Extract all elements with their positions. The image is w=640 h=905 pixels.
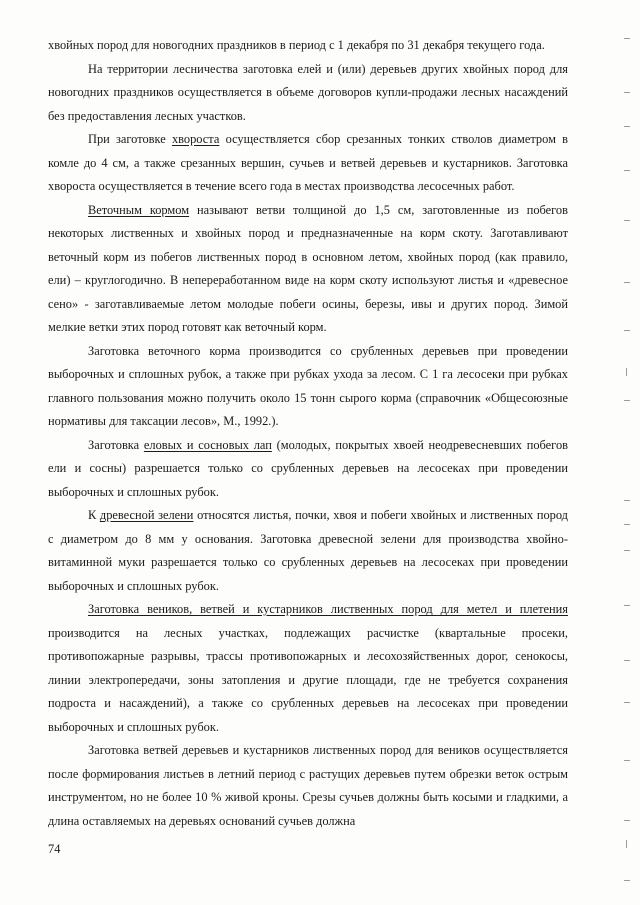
paragraph	[48, 504, 568, 598]
paragraph	[48, 58, 568, 129]
paragraph	[48, 34, 568, 58]
text-run: К	[88, 508, 100, 522]
text-run: производится на лесных участках, подлежащих расчистке (квартальные просеки, противопожарные разрывы, трассы противопожарных и лесохозяйственных дорог, сенокосы, линии электропередачи, зоны затопления и другие площади, где не требуется сохранения подроста и насаждений), а также со срубленных деревьев на лесосеках при проведении выборочных и сплошных рубок.	[48, 625, 568, 734]
underlined-term: еловых и сосновых лап	[143, 437, 272, 452]
paragraph	[48, 128, 568, 199]
text-run: Заготовка веточного корма производится со срубленных деревьев при проведении выборочных и сплошных рубок, а также при рубках ухода за лесом. С 1 га лесосеки при рубках главного пользования можно получить около 15 тонн сырого корма (справочник «Общесоюзные нормативы для таксации лесов», М., 1992.).	[48, 343, 568, 428]
text-run: хвойных пород для новогодних праздников в период с 1 декабря по 31 декабря текущего года.	[48, 38, 545, 52]
paragraph	[48, 598, 568, 739]
text-run: Заготовка ветвей деревьев и кустарников лиственных пород для веников осуществляется после формирования листьев в летний период с растущих деревьев путем обрезки веток острым инструментом, но не более 10 % живой кроны. Срезы сучьев должны быть косыми и гладкими, а длина оставляемых на деревьях оснований сучьев должна	[48, 743, 568, 828]
text-run: (молодых, покрытых хвоей неодревесневших побегов ели и сосны) разрешается только со срубленных деревьев на лесосеках при проведении выборочных и сплошных рубок.	[48, 437, 568, 499]
underlined-term: Веточным кормом	[88, 202, 190, 217]
document-body	[48, 34, 568, 833]
text-run: осуществляется сбор срезанных тонких стволов диаметром в комле до 4 см, а также срезанных вершин, сучьев и ветвей деревьев и кустарников. Заготовка хвороста осуществляется в течение всего года в местах производства лесосечных работ.	[48, 132, 568, 193]
page-number: 74	[48, 842, 61, 856]
paragraph	[48, 434, 568, 505]
paragraph	[48, 739, 568, 833]
text-run: относятся листья, почки, хвоя и побеги хвойных и лиственных пород с диаметром до 8 мм у основания. Заготовка древесной зелени для производства хвойно-витаминной муки разрешается только со срубленных деревьев на лесосеках при проведении выборочных и сплошных рубок.	[48, 508, 568, 593]
underlined-term: древесной зелени	[99, 508, 194, 522]
text-run: На территории лесничества заготовка елей и (или) деревьев других хвойных пород для новогодних праздников осуществляется в объеме договоров купли-продажи лесных насаждений без предоставления лесных участков.	[48, 61, 568, 123]
scan-edge-marks	[618, 30, 630, 890]
text-run: называют ветви толщиной до 1,5 см, заготовленные из побегов некоторых лиственных и хвойных пород и предназначенные на корм скоту. Заготавливают веточный корм из побегов лиственных пород в основном летом, хвойных пород (как правило, ели) – круглогодично. В непереработанном виде на корм скоту используют листья и «древесное сено» - заготавливаемые летом молодые побеги осины, березы, ивы и других пород. Зимой мелкие ветки этих пород готовят как веточный корм.	[48, 202, 568, 334]
paragraph	[48, 340, 568, 434]
paragraph	[48, 199, 568, 340]
underlined-term: хвороста	[171, 132, 220, 146]
underlined-term: Заготовка веников, ветвей и кустарников лиственных пород для метел и плетения	[88, 602, 568, 616]
text-run: Заготовка	[88, 437, 144, 452]
text-run: При заготовке	[88, 132, 172, 146]
